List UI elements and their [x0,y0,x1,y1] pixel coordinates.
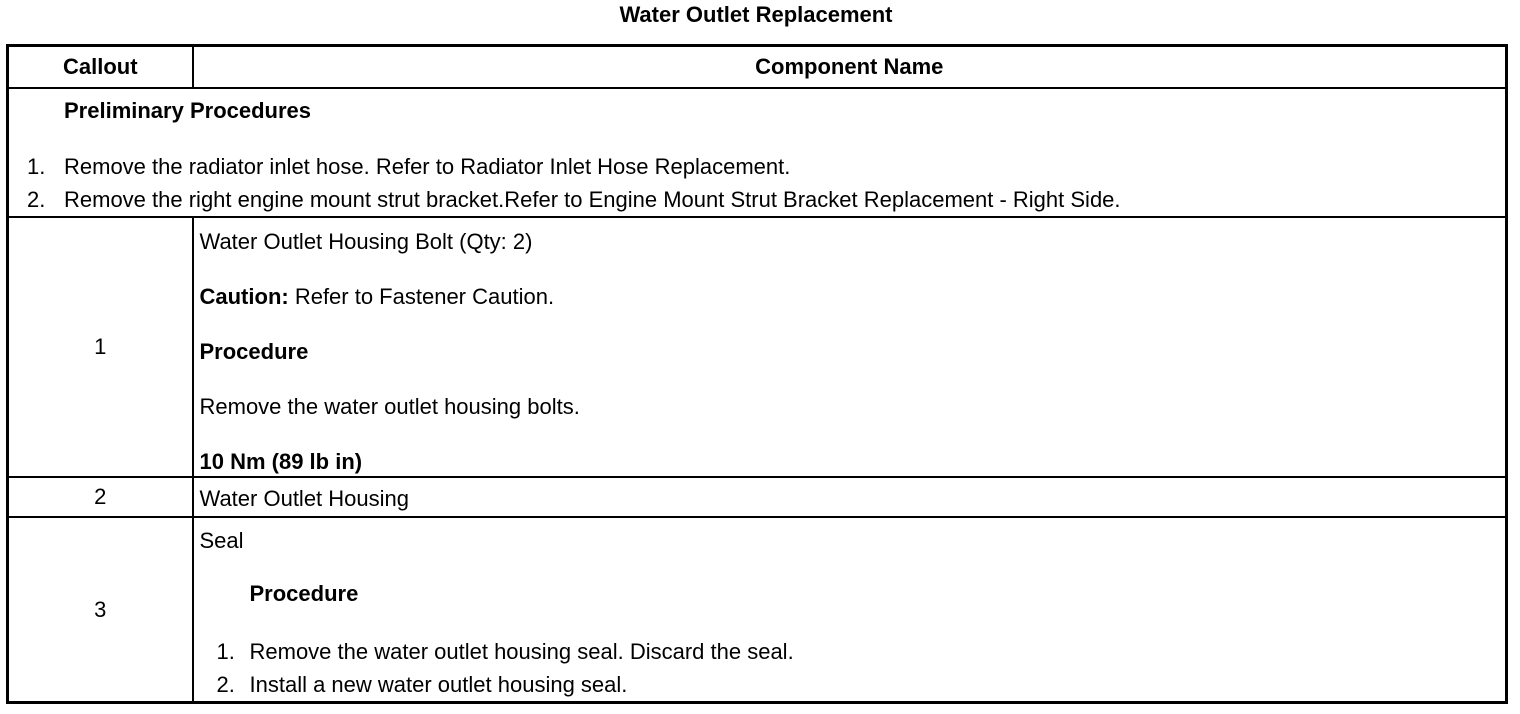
preliminary-step [9,150,1505,183]
torque-value: 10 Nm (89 lb in) [199,449,363,474]
component-cell [193,217,1507,477]
component-cell [193,477,1507,517]
preliminary-steps [9,150,1505,216]
step-text: Remove the right engine mount strut bracket.Refer to Engine Mount Strut Bracket Replacement - Right Side. [64,187,1121,212]
procedure-text: Remove the water outlet housing bolts. [199,394,580,419]
caution-text: Refer to Fastener Caution. [288,284,555,309]
component-cell [193,517,1507,703]
preliminary-step [9,183,1505,216]
step-number: 2. [27,187,46,212]
preliminary-cell [8,88,1507,217]
table-row [8,217,1507,477]
callout-cell: 3 [8,517,193,703]
document-title: Water Outlet Replacement [619,2,893,27]
table-row [8,517,1507,703]
callout-cell: 1 [8,217,193,477]
procedure-heading: Procedure [249,581,359,606]
torque-spec [200,449,1506,475]
caution-label: Caution: [199,284,289,309]
procedure-heading [200,339,1506,365]
step-text: Remove the radiator inlet hose. Refer to Radiator Inlet Hose Replacement. [64,154,791,179]
caution-note [200,284,1506,310]
component-name: Seal [199,528,244,553]
component-column-header: Component Name [193,46,1507,89]
component-name: Water Outlet Housing Bolt (Qty: 2) [199,229,533,254]
step-number: 2. [216,672,235,697]
procedure-steps [200,635,1506,701]
callout-cell: 2 [8,477,193,517]
procedure-heading-text: Procedure [199,339,309,364]
step-number: 1. [216,639,235,664]
preliminary-heading: Preliminary Procedures [64,98,312,123]
callout-column-header: Callout [8,46,193,89]
step-number: 1. [27,154,46,179]
step-text: Install a new water outlet housing seal. [249,672,628,697]
table-header-row [8,46,1507,89]
table-row [8,477,1507,517]
procedure-table [6,44,1508,704]
component-name: Water Outlet Housing [199,486,409,511]
preliminary-row [8,88,1507,217]
step-text: Remove the water outlet housing seal. Discard the seal. [249,639,794,664]
procedure-step [200,635,1506,668]
procedure-step [200,668,1506,701]
